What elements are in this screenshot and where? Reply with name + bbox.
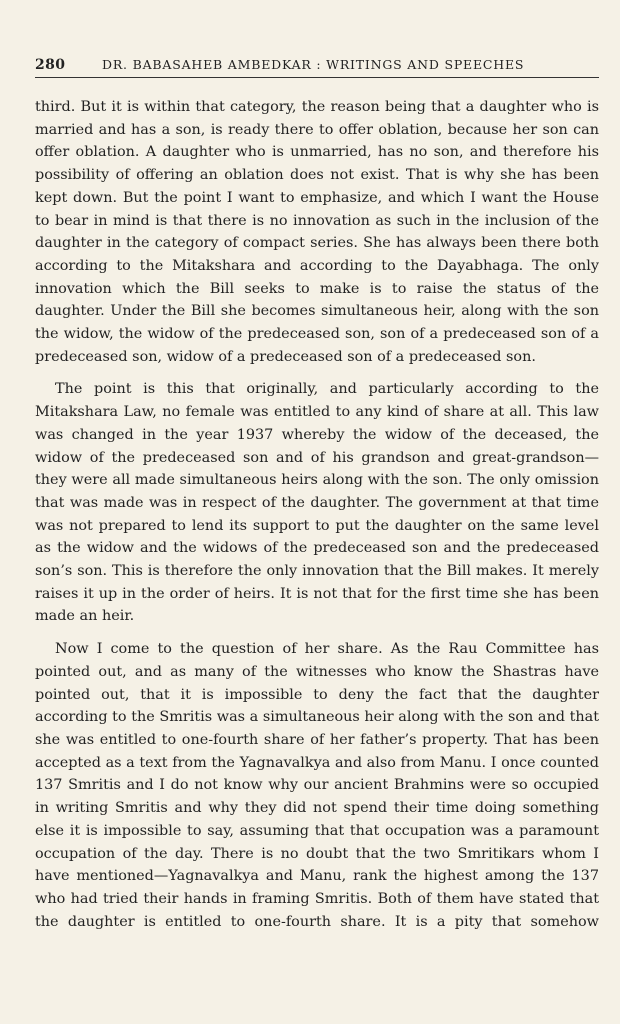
paragraph: The point is this that originally, and particularly according to the Mitakshara Law, no female was entitled to any kind of share at all. This law was changed in the year 1937 whereby the widow of the deceased, the widow of the predeceased son and of his grandson and great-grandson—they were all made simultaneous heirs along with the son. The only omission that was made was in respect of the daughter. The government at that time was not prepared to lend its support to put the daughter on the same level as the widow and the widows of the predeceased son and the predeceased son’s son. This is therefore the only innovation that the Bill makes. It merely raises it up in the order of heirs. It is not that for the first time she has been made an heir. — [35, 381, 599, 625]
page-header — [35, 57, 599, 78]
page-number: 280 — [35, 57, 66, 73]
running-title: DR. BABASAHEB AMBEDKAR : WRITINGS AND SPEECHES — [102, 57, 525, 72]
book-page — [35, 0, 599, 1024]
body-text — [35, 96, 599, 933]
paragraph-continued: third. But it is within that category, the reason being that a daughter who is married and has a son, is ready there to offer oblation, because her son can offer oblation. A daughter who is unmarried, has no son, and therefore his possibility of offering an oblation does not exist. That is why she has been kept down. But the point I want to emphasize, and which I want the House to bear in mind is that there is no innovation as such in the inclusion of the daughter in the category of compact series. She has always been there both according to the Mitakshara and according to the Dayabhaga. The only innovation which the Bill seeks to make is to raise the status of the daughter. Under the Bill she becomes simultaneous heir, along with the son the widow, the widow of the predeceased son, son of a predeceased son of a predeceased son, widow of a predeceased son of a predeceased son. — [35, 99, 599, 365]
paragraph: Now I come to the question of her share. As the Rau Committee has pointed out, and as many of the witnesses who know the Shastras have pointed out, that it is impossible to deny the fact that the daughter according to the Smritis was a simultaneous heir along with the son and that she was entitled to one-fourth share of her father’s property. That has been accepted as a text from the Yagnavalkya and also from Manu. I once counted 137 Smritis and I do not know why our ancient Brahmins were so occupied in writing Smritis and why they did not spend their time doing something else it is impossible to say, assuming that that occupation was a paramount occupation of the day. There is no doubt that the two Smritikars whom I have mentioned—Yagnavalkya and Manu, rank the highest among the 137 who had tried their hands in framing Smritis. Both of them have stated that the daughter is entitled to one-fourth share. It is a pity that somehow — [35, 641, 599, 930]
